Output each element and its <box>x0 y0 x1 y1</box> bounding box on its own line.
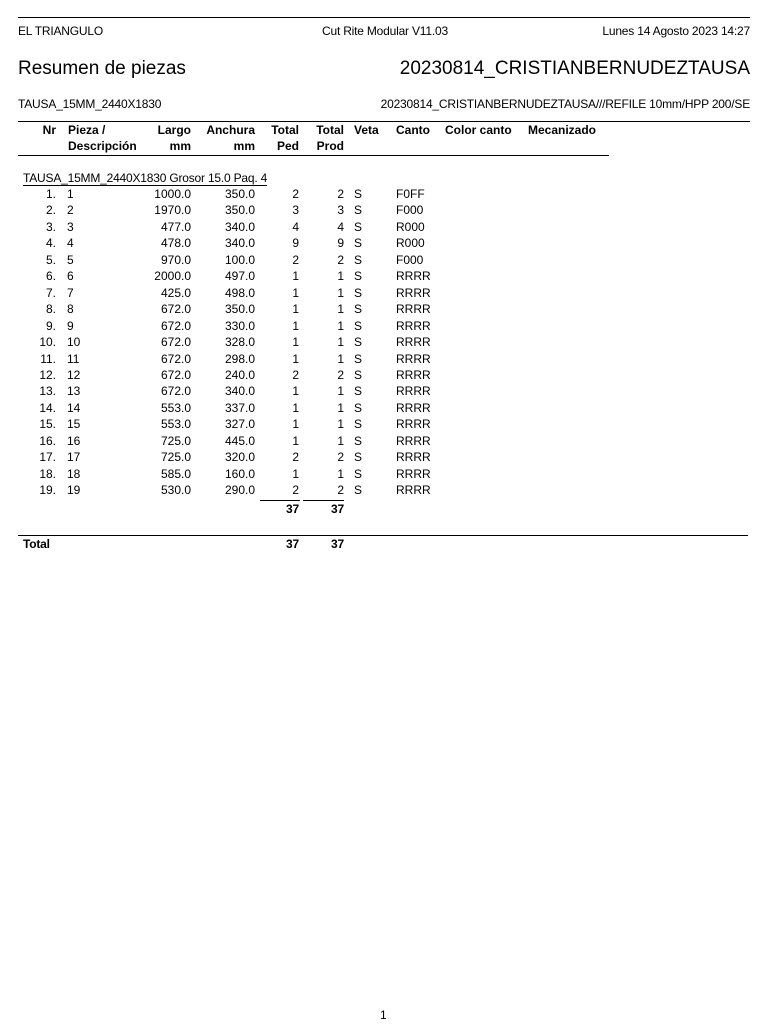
cell-veta: S <box>354 433 363 448</box>
cell-anchura: 497.0 <box>224 269 255 284</box>
cell-largo: 672.0 <box>160 367 191 382</box>
cell-prod: 1 <box>337 335 344 350</box>
cell-canto: RRRR <box>396 417 431 432</box>
material-name: TAUSA_15MM_2440X1830 <box>18 97 162 111</box>
cell-ped: 1 <box>292 302 299 317</box>
subtotal-ped: 37 <box>286 502 299 516</box>
cell-canto: RRRR <box>396 351 431 366</box>
cell-pieza: 13 <box>67 384 81 399</box>
cell-pieza: 9 <box>67 318 74 333</box>
col-largo-line1: Largo <box>157 123 191 137</box>
cell-pieza: 5 <box>67 252 74 267</box>
cell-pieza: 2 <box>67 203 74 218</box>
cell-prod: 1 <box>337 318 344 333</box>
col-prod-line1: Total <box>316 123 344 137</box>
cell-veta: S <box>354 203 363 218</box>
table-row <box>0 202 768 218</box>
cell-anchura: 328.0 <box>224 335 255 350</box>
cell-largo: 1000.0 <box>154 187 191 201</box>
cell-canto: RRRR <box>396 384 431 399</box>
cell-prod: 1 <box>337 433 344 448</box>
cell-largo: 725.0 <box>160 450 191 465</box>
cell-nr: 19. <box>39 483 56 498</box>
cell-veta: S <box>354 483 363 498</box>
cell-nr: 15. <box>39 417 56 432</box>
cell-ped: 2 <box>292 252 299 267</box>
cell-prod: 2 <box>337 483 344 498</box>
cell-largo: 672.0 <box>160 351 191 366</box>
cell-ped: 1 <box>292 400 299 415</box>
cell-nr: 14. <box>39 400 56 415</box>
cell-prod: 2 <box>337 187 344 201</box>
cell-largo: 672.0 <box>160 302 191 317</box>
cell-anchura: 337.0 <box>224 400 255 415</box>
cell-prod: 1 <box>337 400 344 415</box>
cell-anchura: 350.0 <box>224 187 255 201</box>
cell-pieza: 3 <box>67 219 74 234</box>
cell-ped: 2 <box>292 450 299 465</box>
cell-nr: 5. <box>45 252 56 267</box>
col-canto: Canto <box>396 123 430 137</box>
cell-prod: 1 <box>337 384 344 399</box>
cell-anchura: 327.0 <box>224 417 255 432</box>
cell-anchura: 160.0 <box>224 466 255 481</box>
cell-nr: 2. <box>45 203 56 218</box>
cell-ped: 2 <box>292 187 299 201</box>
cell-largo: 672.0 <box>160 318 191 333</box>
cell-canto: F0FF <box>396 187 425 201</box>
cell-largo: 585.0 <box>160 466 191 481</box>
cell-prod: 1 <box>337 269 344 284</box>
cell-prod: 9 <box>337 236 344 251</box>
cell-largo: 553.0 <box>160 417 191 432</box>
cell-veta: S <box>354 252 363 267</box>
table-row <box>0 186 768 202</box>
cell-anchura: 350.0 <box>224 203 255 218</box>
cell-nr: 3. <box>45 219 56 234</box>
cell-ped: 1 <box>292 433 299 448</box>
table-row <box>0 449 768 465</box>
cell-pieza: 11 <box>67 351 80 366</box>
cell-ped: 9 <box>292 236 299 251</box>
cell-nr: 10. <box>39 335 56 350</box>
cell-ped: 4 <box>292 219 299 234</box>
cell-largo: 477.0 <box>160 219 191 234</box>
cell-anchura: 100.0 <box>224 252 255 267</box>
cell-prod: 1 <box>337 285 344 300</box>
cell-largo: 2000.0 <box>154 269 191 284</box>
cell-veta: S <box>354 318 363 333</box>
cell-canto: RRRR <box>396 367 431 382</box>
cell-veta: S <box>354 351 363 366</box>
table-row <box>0 351 768 367</box>
col-pieza-line1: Pieza / <box>68 123 106 137</box>
cell-canto: RRRR <box>396 285 431 300</box>
cell-canto: F000 <box>396 203 424 218</box>
cell-anchura: 340.0 <box>224 219 255 234</box>
cell-canto: RRRR <box>396 433 431 448</box>
table-row <box>0 416 768 432</box>
cell-canto: RRRR <box>396 466 431 481</box>
cell-pieza: 8 <box>67 302 74 317</box>
cell-nr: 7. <box>45 285 56 300</box>
cell-anchura: 340.0 <box>224 384 255 399</box>
table-row <box>0 334 768 350</box>
cell-largo: 725.0 <box>160 433 191 448</box>
cell-anchura: 445.0 <box>224 433 255 448</box>
cell-pieza: 19 <box>67 483 81 498</box>
cell-pieza: 7 <box>67 285 74 300</box>
cell-veta: S <box>354 219 363 234</box>
cell-veta: S <box>354 417 363 432</box>
cell-prod: 3 <box>337 203 344 218</box>
total-label: Total <box>23 537 50 551</box>
cell-veta: S <box>354 400 363 415</box>
cell-prod: 1 <box>337 417 344 432</box>
group-label: TAUSA_15MM_2440X1830 Grosor 15.0 Paq. 4 <box>23 171 268 185</box>
col-anchura-line1: Anchura <box>206 123 255 137</box>
cell-largo: 672.0 <box>160 384 191 399</box>
cell-largo: 970.0 <box>160 252 191 267</box>
cell-canto: F000 <box>396 252 424 267</box>
cell-veta: S <box>354 335 363 350</box>
table-row <box>0 219 768 235</box>
table-row <box>0 482 768 498</box>
cell-anchura: 298.0 <box>224 351 255 366</box>
cell-largo: 425.0 <box>160 285 191 300</box>
cell-ped: 1 <box>292 351 299 366</box>
table-row <box>0 235 768 251</box>
cell-pieza: 12 <box>67 367 81 382</box>
cell-nr: 1. <box>45 187 56 201</box>
cell-ped: 3 <box>292 203 299 218</box>
table-row <box>0 433 768 449</box>
col-pieza-line2: Descripción <box>68 139 137 153</box>
cell-canto: R000 <box>396 236 425 251</box>
cell-prod: 2 <box>337 252 344 267</box>
header-rule <box>18 121 750 122</box>
cell-canto: RRRR <box>396 450 431 465</box>
cell-pieza: 6 <box>67 269 74 284</box>
cell-nr: 9. <box>45 318 56 333</box>
col-veta: Veta <box>354 123 379 137</box>
cell-pieza: 15 <box>67 417 81 432</box>
cell-pieza: 17 <box>67 450 81 465</box>
cell-prod: 2 <box>337 450 344 465</box>
page-number: 1 <box>380 1008 387 1022</box>
cell-anchura: 320.0 <box>224 450 255 465</box>
col-anchura-line2: mm <box>233 139 255 153</box>
cell-nr: 11. <box>40 351 56 366</box>
cell-anchura: 340.0 <box>224 236 255 251</box>
cell-nr: 16. <box>39 433 56 448</box>
table-row <box>0 400 768 416</box>
table-row <box>0 367 768 383</box>
cell-veta: S <box>354 367 363 382</box>
cell-nr: 17. <box>39 450 56 465</box>
cell-nr: 6. <box>45 269 56 284</box>
subtotal-prod: 37 <box>331 502 344 516</box>
cell-veta: S <box>354 466 363 481</box>
cell-veta: S <box>354 450 363 465</box>
table-row <box>0 301 768 317</box>
cell-nr: 4. <box>45 236 56 251</box>
table-header-rule <box>18 155 609 156</box>
table-row <box>0 383 768 399</box>
subtotal-rule-prod <box>303 500 344 501</box>
cell-largo: 530.0 <box>160 483 191 498</box>
cell-anchura: 330.0 <box>224 318 255 333</box>
total-rule <box>18 535 748 536</box>
cell-nr: 13. <box>39 384 56 399</box>
cell-prod: 2 <box>337 367 344 382</box>
col-prod-line2: Prod <box>316 139 344 153</box>
cell-largo: 672.0 <box>160 335 191 350</box>
cell-ped: 1 <box>292 269 299 284</box>
cell-veta: S <box>354 187 363 201</box>
top-rule <box>18 17 750 18</box>
cell-largo: 478.0 <box>160 236 191 251</box>
cell-pieza: 10 <box>67 335 81 350</box>
subtotal-rule-ped <box>260 500 300 501</box>
cell-pieza: 16 <box>67 433 81 448</box>
cell-pieza: 4 <box>67 236 74 251</box>
cell-largo: 1970.0 <box>154 203 191 218</box>
cell-ped: 1 <box>292 318 299 333</box>
cell-ped: 2 <box>292 367 299 382</box>
cell-anchura: 498.0 <box>224 285 255 300</box>
col-nr: Nr <box>42 123 56 137</box>
cell-pieza: 1 <box>67 187 74 201</box>
cell-canto: RRRR <box>396 335 431 350</box>
cell-canto: RRRR <box>396 302 431 317</box>
job-name: 20230814_CRISTIANBERNUDEZTAUSA <box>399 58 750 79</box>
cell-anchura: 350.0 <box>224 302 255 317</box>
cell-nr: 12. <box>39 367 56 382</box>
cell-canto: RRRR <box>396 483 431 498</box>
table-row <box>0 466 768 482</box>
cell-nr: 18. <box>39 466 56 481</box>
cell-ped: 1 <box>292 285 299 300</box>
table-row <box>0 318 768 334</box>
col-ped-line2: Ped <box>276 139 299 153</box>
table-row <box>0 268 768 284</box>
col-largo-line2: mm <box>169 139 191 153</box>
cell-ped: 1 <box>292 466 299 481</box>
cell-veta: S <box>354 236 363 251</box>
cell-anchura: 290.0 <box>224 483 255 498</box>
cell-ped: 1 <box>292 335 299 350</box>
total-ped: 37 <box>286 537 299 551</box>
table-row <box>0 252 768 268</box>
cell-pieza: 18 <box>67 466 81 481</box>
cell-ped: 1 <box>292 417 299 432</box>
cell-prod: 1 <box>337 302 344 317</box>
cell-anchura: 240.0 <box>224 367 255 382</box>
company-name: EL TRIANGULO <box>18 24 103 38</box>
cell-prod: 4 <box>337 219 344 234</box>
cell-ped: 1 <box>292 384 299 399</box>
cell-canto: RRRR <box>396 269 431 284</box>
col-ped-line1: Total <box>271 123 299 137</box>
col-color-canto: Color canto <box>445 123 512 137</box>
cell-canto: RRRR <box>396 318 431 333</box>
cell-veta: S <box>354 285 363 300</box>
cell-veta: S <box>354 302 363 317</box>
cell-canto: R000 <box>396 219 425 234</box>
cell-canto: RRRR <box>396 400 431 415</box>
cell-nr: 8. <box>45 302 56 317</box>
job-path: 20230814_CRISTIANBERNUDEZTAUSA///REFILE 10mm/HPP 200/SE <box>380 97 750 111</box>
cell-prod: 1 <box>337 351 344 366</box>
software-version: Cut Rite Modular V11.03 <box>322 24 448 38</box>
cell-veta: S <box>354 384 363 399</box>
report-datetime: Lunes 14 Agosto 2023 14:27 <box>602 24 750 38</box>
cell-pieza: 14 <box>67 400 81 415</box>
cell-largo: 553.0 <box>160 400 191 415</box>
cell-veta: S <box>354 269 363 284</box>
report-title: Resumen de piezas <box>18 58 186 79</box>
total-prod: 37 <box>331 537 344 551</box>
cell-prod: 1 <box>337 466 344 481</box>
cell-ped: 2 <box>292 483 299 498</box>
col-mecanizado: Mecanizado <box>528 123 597 137</box>
table-row <box>0 285 768 301</box>
